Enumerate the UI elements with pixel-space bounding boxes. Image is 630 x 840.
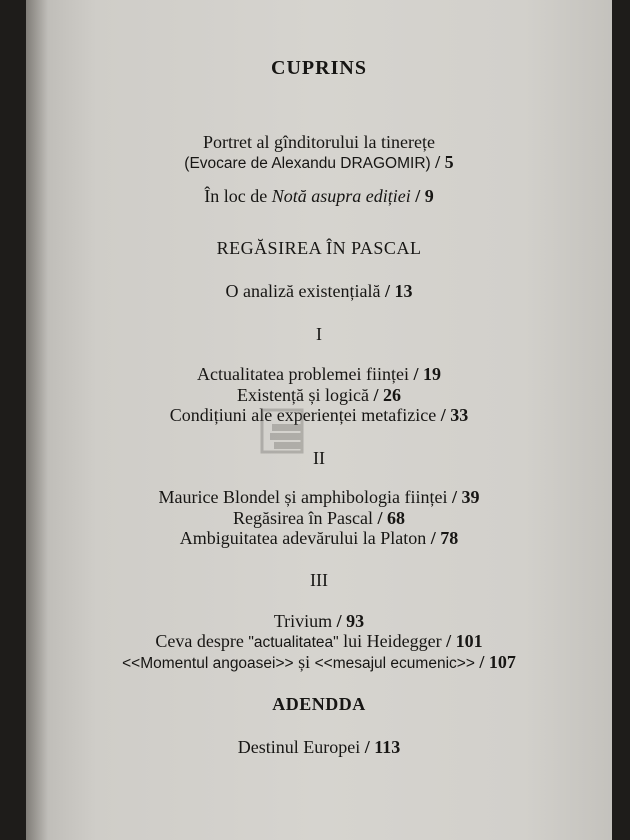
toc-page-number: / 13	[380, 281, 413, 301]
section-numeral-3: III	[310, 570, 328, 590]
toc-entry-nota-page: / 9	[410, 186, 434, 206]
toc-page-number: / 19	[408, 364, 441, 384]
toc-entry-text: Maurice Blondel și amphibologia ființei	[158, 487, 448, 507]
toc-entry-portret-line1: Portret al gînditorului la tinerețe	[203, 132, 435, 152]
toc-entry-momentul-si: și	[293, 652, 315, 672]
toc-page-number: / 68	[372, 508, 405, 528]
toc-entry-text: Regăsirea în Pascal	[233, 508, 373, 528]
section-numeral-2: II	[313, 448, 325, 468]
toc-entry-momentul	[26, 652, 612, 674]
toc-entry-ambiguitatea	[26, 528, 612, 548]
toc-entry-text: Condițiuni ale experienței metafizice	[169, 405, 437, 425]
toc-entry-text: Ambiguitatea adevărului la Platon	[179, 528, 427, 548]
toc-entry-text: Actualitatea problemei ființei	[197, 364, 409, 384]
toc-entry-regasirea-pascal	[26, 508, 612, 528]
toc-entry-mesajul-ecumenic: <<mesajul ecumenic>>	[314, 655, 475, 672]
toc-entry-heidegger	[26, 631, 612, 653]
toc-entry-heidegger-suffix: lui Heidegger	[338, 631, 442, 651]
toc-page-number: / 101	[441, 631, 483, 651]
page-title: CUPRINS	[271, 57, 367, 79]
toc-entry-nota	[26, 186, 612, 206]
toc-page-number: / 39	[447, 487, 480, 507]
section-numeral-1: I	[316, 324, 322, 344]
toc-entry-nota-prefix: În loc de	[204, 186, 272, 206]
toc-entry-momentul-angoasei: <<Momentul angoasei>>	[122, 655, 294, 672]
toc-entry-portret-evocare: (Evocare de Alexandu DRAGOMIR)	[184, 155, 431, 172]
toc-entry-existenta	[26, 385, 612, 405]
toc-page-number: / 93	[332, 611, 365, 631]
toc-page-number: / 5	[430, 152, 454, 172]
section-heading-regasirea: REGĂSIREA ÎN PASCAL	[216, 238, 422, 258]
toc-entry-momentul-page: / 107	[474, 652, 516, 672]
toc-entry-heidegger-quote: "actualitatea"	[248, 634, 339, 651]
toc-entry-actualitatea	[26, 364, 612, 384]
toc-entry-text: Trivium	[273, 611, 333, 631]
toc-entry-text: Existență și logică	[237, 385, 369, 405]
section-heading-adendda: ADENDDA	[272, 694, 366, 714]
toc-page-number: / 113	[360, 737, 401, 757]
toc-entry-destinul	[26, 737, 612, 757]
toc-entry-trivium	[26, 611, 612, 631]
toc-entry-blondel	[26, 487, 612, 507]
toc-page-number: / 33	[436, 405, 469, 425]
books-watermark-icon	[258, 404, 322, 458]
toc-page-number: / 26	[368, 385, 401, 405]
toc-entry-text: O analiză existențială	[225, 281, 381, 301]
toc-page-number: / 78	[426, 528, 459, 548]
toc-entry-analiza	[26, 281, 612, 301]
toc-entry-portret-line2	[26, 152, 612, 174]
toc-entry-heidegger-prefix: Ceva despre	[155, 631, 249, 651]
book-page	[26, 0, 612, 840]
toc-entry-text: Destinul Europei	[237, 737, 361, 757]
toc-entry-nota-italic: Notă asupra ediției	[271, 186, 411, 206]
